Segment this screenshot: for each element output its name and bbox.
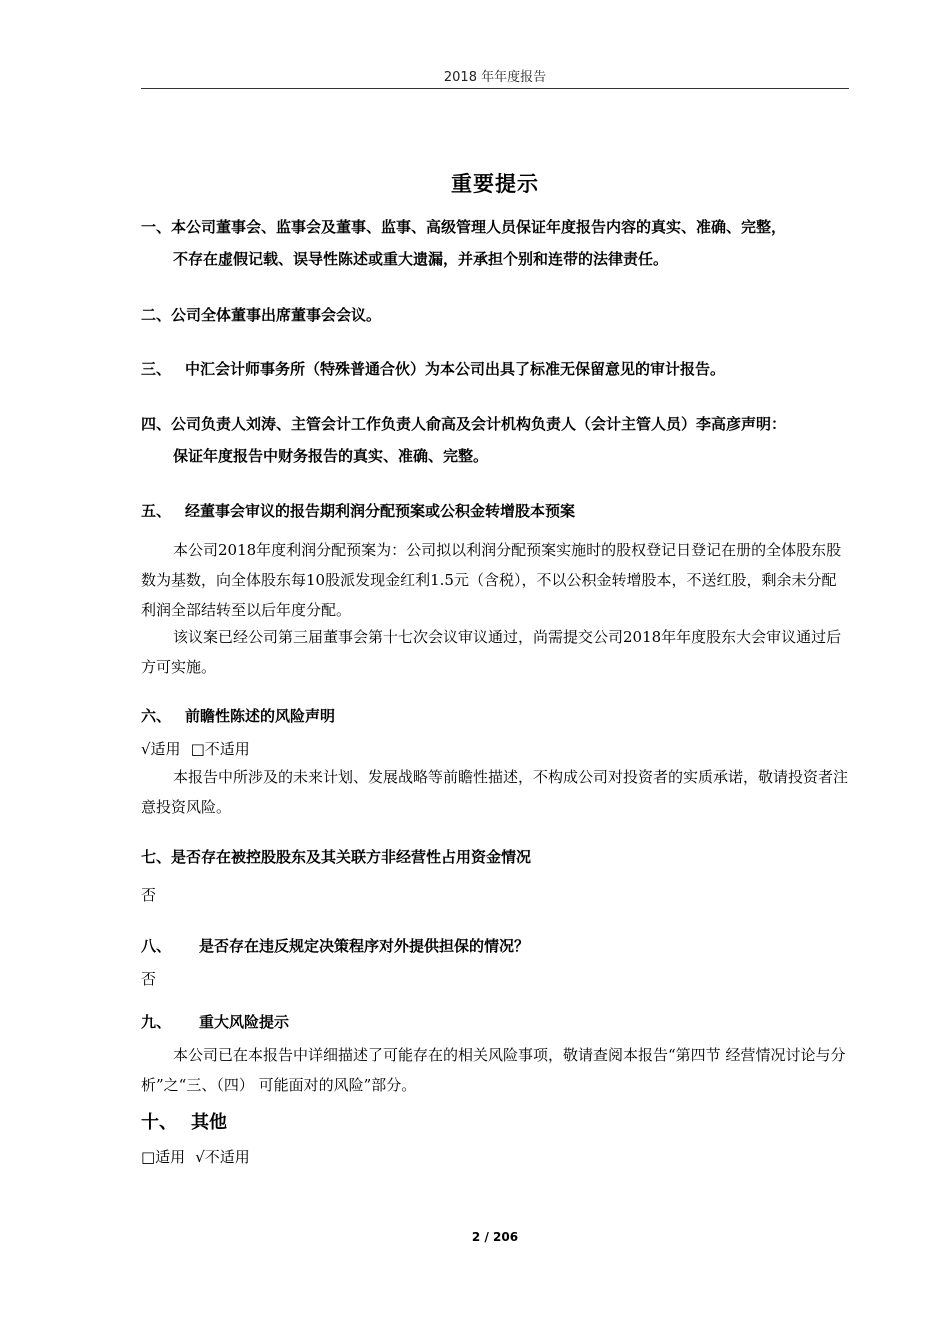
item-8-heading: 八、 是否存在违反规定决策程序对外提供担保的情况？	[141, 937, 530, 955]
option-not-applicable: □不适用	[190, 740, 250, 758]
approval-paragraph: 该议案已经公司第三届董事会第十七次会议审议通过，尚需提交公司2018年年度股东大会审议通过后方可实施。	[141, 628, 842, 676]
item-number: 九、	[141, 1013, 172, 1031]
item-3: 三、 中汇会计师事务所（特殊普通合伙）为本公司出具了标准无保留意见的审计报告。	[141, 360, 726, 378]
item-4: 四、公司负责人刘涛、主管会计工作负责人俞高及会计机构负责人（会计主管人员）李高彦声明： 保证年度报告中财务报告的真实、准确、完整。	[141, 415, 787, 465]
item-9-heading: 九、 重大风险提示	[141, 1013, 290, 1031]
option-not-applicable: √不适用	[195, 1148, 250, 1166]
running-header: 2018 年年度报告	[443, 70, 547, 85]
item-2: 二、公司全体董事出席董事会会议。	[141, 306, 382, 324]
item-number: 八、	[141, 937, 172, 955]
item-number: 五、	[141, 502, 172, 520]
item-number: 十、	[141, 1112, 177, 1133]
item-8-answer: 否	[141, 970, 157, 988]
option-applicable: □适用	[141, 1148, 186, 1166]
item-number: 六、	[141, 707, 172, 725]
option-applicable: √适用	[141, 740, 181, 758]
item-7-heading: 七、是否存在被控股股东及其关联方非经营性占用资金情况	[141, 848, 532, 866]
item-number: 三、	[141, 360, 172, 378]
header-divider	[141, 88, 849, 89]
item-10-heading: 十、 其他	[141, 1112, 227, 1133]
item-number: 四、	[141, 415, 172, 433]
item-5-heading: 五、 经董事会审议的报告期利润分配预案或公积金转增股本预案	[141, 502, 576, 520]
item-7-answer: 否	[141, 886, 157, 904]
page-title: 重要提示	[451, 172, 539, 196]
item-number: 一、	[141, 218, 172, 236]
item-6-options	[141, 738, 849, 760]
page-number: 2 / 206	[471, 1230, 519, 1244]
item-1: 一、本公司董事会、监事会及董事、监事、高级管理人员保证年度报告内容的真实、准确、完整， 不存在虚假记载、误导性陈述或重大遗漏，并承担个别和连带的法律责任。	[141, 218, 787, 268]
item-number: 七、	[141, 848, 172, 866]
risk-paragraph: 本公司已在本报告中详细描述了可能存在的相关风险事项，敬请查阅本报告“第四节 经营情况讨论与分析”之“三、（四） 可能面对的风险”部分。	[141, 1046, 846, 1094]
item-10-options	[141, 1146, 849, 1168]
profit-plan-paragraph: 本公司2018年度利润分配预案为：公司拟以利润分配预案实施时的股权登记日登记在册的全体股东股数为基数，向全体股东每10股派发现金红利1.5元（含税），不以公积金转增股本，不送红股，剩余未分配利润全部结转至以后年度分配。	[141, 541, 842, 619]
item-6-heading: 六、 前瞻性陈述的风险声明	[141, 707, 336, 725]
forward-looking-paragraph: 本报告中所涉及的未来计划、发展战略等前瞻性描述，不构成公司对投资者的实质承诺，敬请投资者注意投资风险。	[141, 768, 849, 816]
item-number: 二、	[141, 306, 172, 324]
